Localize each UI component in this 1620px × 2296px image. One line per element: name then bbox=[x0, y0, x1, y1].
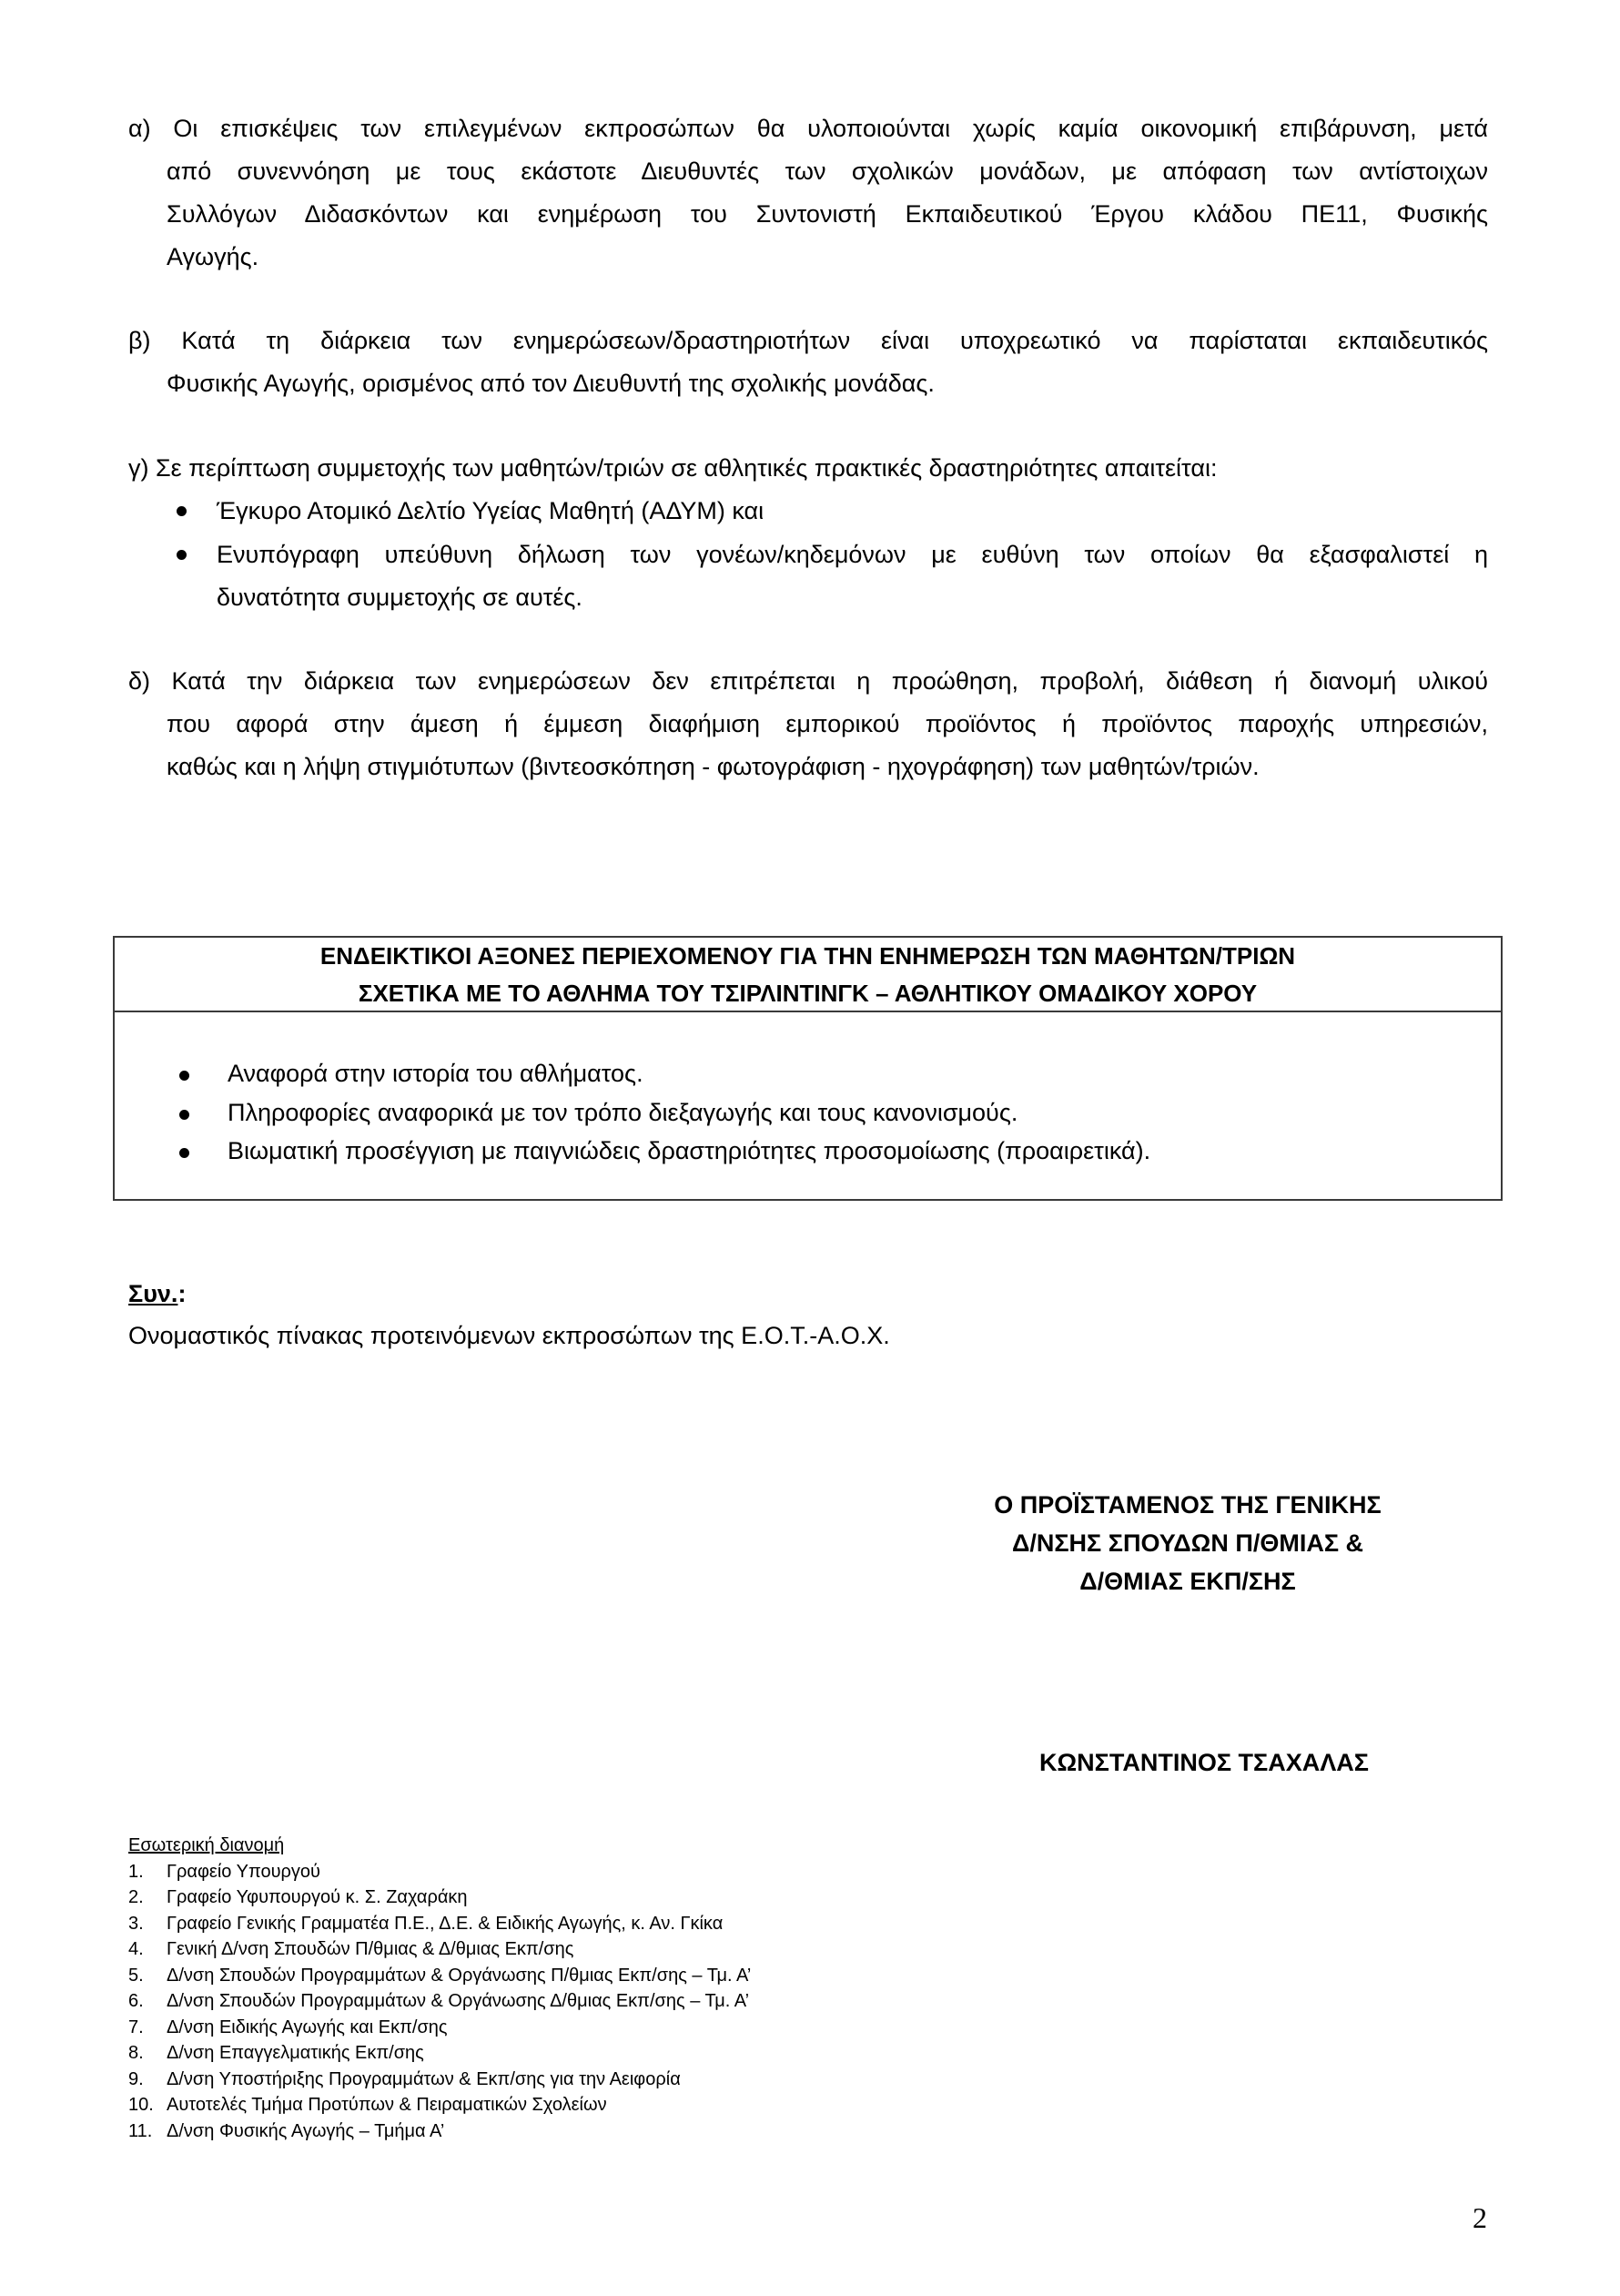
paragraph-b bbox=[128, 320, 1488, 405]
bullet-icon bbox=[177, 506, 187, 516]
distribution-item bbox=[128, 2015, 751, 2041]
distribution-item bbox=[128, 2118, 751, 2145]
distribution-item bbox=[128, 1988, 751, 2015]
distribution-item-number: 6. bbox=[128, 1991, 144, 2011]
distribution-item-text: Γραφείο Υπουργού bbox=[167, 1861, 320, 1882]
content-axes-box bbox=[113, 936, 1503, 1201]
paragraph-c-intro-text: γ) Σε περίπτωση συμμετοχής των μαθητών/τριών σε αθλητικές πρακτικές δραστηριότητες απαιτείται: bbox=[128, 454, 1218, 482]
distribution-item bbox=[128, 1885, 751, 1911]
distribution-list bbox=[128, 1833, 751, 2144]
distribution-item bbox=[128, 1859, 751, 1885]
distribution-item-number: 9. bbox=[128, 2068, 144, 2089]
distribution-item-text: Δ/νση Υποστήριξης Προγραμμάτων & Εκπ/σης για την Αειφορία bbox=[167, 2068, 681, 2089]
distribution-item-text: Γενική Δ/νση Σπουδών Π/θμιας & Δ/θμιας Εκπ/σης bbox=[167, 1939, 574, 1959]
distribution-item-number: 7. bbox=[128, 2017, 144, 2037]
box-bullet: Πληροφορίες αναφορικά με τον τρόπο διεξαγωγής και τους κανονισμούς. bbox=[228, 1099, 1018, 1126]
paragraph-d-line: που αφορά στην άμεση ή έμμεση διαφήμιση εμπορικού προϊόντος ή προϊόντος παροχής υπηρεσιών, bbox=[167, 710, 1488, 737]
attachments-label-text: Συν. bbox=[128, 1280, 178, 1307]
distribution-item bbox=[128, 2040, 751, 2067]
paragraph-d bbox=[128, 660, 1488, 788]
distribution-item-number: 1. bbox=[128, 1861, 144, 1882]
paragraph-a-line: Αγωγής. bbox=[167, 243, 259, 270]
distribution-item bbox=[128, 2067, 751, 2093]
paragraph-a-line: από συνεννόηση με τους εκάστοτε Διευθυντές των σχολικών μονάδων, με απόφαση των αντίστοιχων bbox=[167, 157, 1488, 185]
signature-title-line: Δ/ΝΣΗΣ ΣΠΟΥΔΩΝ Π/ΘΜΙΑΣ & bbox=[1011, 1529, 1364, 1557]
distribution-item-text: Δ/νση Σπουδών Προγραμμάτων & Οργάνωσης Π/θμιας Εκπ/σης – Τμ. Α’ bbox=[167, 1965, 752, 1986]
box-bullet: Αναφορά στην ιστορία του αθλήματος. bbox=[228, 1060, 643, 1087]
attachments-label bbox=[128, 1280, 186, 1308]
box-title-line: ΣΧΕΤΙΚΑ ΜΕ ΤΟ ΑΘΛΗΜΑ ΤΟΥ ΤΣΙΡΛΙΝΤΙΝΓΚ – ΑΘΛΗΤΙΚΟΥ ΟΜΑΔΙΚΟΥ ΧΟΡΟΥ bbox=[358, 980, 1258, 1007]
bullet-icon bbox=[177, 550, 187, 560]
paragraph-c-bullet-continuation: δυνατότητα συμμετοχής σε αυτές. bbox=[217, 584, 582, 611]
paragraph-a-line: α) Οι επισκέψεις των επιλεγμένων εκπροσώπων θα υλοποιούνται χωρίς καμία οικονομική επιβάρυνση, μετά bbox=[128, 115, 1488, 142]
distribution-item-text: Αυτοτελές Τμήμα Προτύπων & Πειραματικών Σχολείων bbox=[167, 2095, 607, 2115]
bullet-icon bbox=[179, 1071, 189, 1081]
distribution-item-number: 8. bbox=[128, 2043, 144, 2063]
content-axes-box-title bbox=[115, 938, 1501, 1012]
distribution-item-number: 5. bbox=[128, 1965, 144, 1986]
box-title-line: ΕΝΔΕΙΚΤΙΚΟΙ ΑΞΟΝΕΣ ΠΕΡΙΕΧΟΜΕΝΟΥ ΓΙΑ ΤΗΝ ΕΝΗΜΕΡΩΣΗ ΤΩΝ ΜΑΘΗΤΩΝ/ΤΡΙΩΝ bbox=[319, 942, 1296, 970]
paragraph-b-line: β) Κατά τη διάρκεια των ενημερώσεων/δραστηριοτήτων είναι υποχρεωτικό να παρίσταται εκπαιδευτικός bbox=[128, 327, 1488, 354]
paragraph-c-bullet: Έγκυρο Ατομικό Δελτίο Υγείας Μαθητή (ΑΔΥΜ) και bbox=[217, 497, 764, 524]
distribution-item bbox=[128, 1936, 751, 1963]
distribution-item bbox=[128, 1911, 751, 1937]
distribution-item-text: Δ/νση Επαγγελματικής Εκπ/σης bbox=[167, 2043, 424, 2063]
distribution-item-number: 2. bbox=[128, 1887, 144, 1907]
paragraph-a bbox=[128, 107, 1488, 279]
signature-title-line: Δ/ΘΜΙΑΣ ΕΚΠ/ΣΗΣ bbox=[1079, 1568, 1296, 1595]
box-bullet: Βιωματική προσέγγιση με παιγνιώδεις δραστηριότητες προσομοίωσης (προαιρετικά). bbox=[228, 1137, 1151, 1164]
page-number: 2 bbox=[1473, 2201, 1487, 2234]
distribution-item-text: Γραφείο Υφυπουργού κ. Σ. Ζαχαράκη bbox=[167, 1887, 468, 1907]
distribution-item bbox=[128, 1963, 751, 1989]
distribution-item-text: Δ/νση Σπουδών Προγραμμάτων & Οργάνωσης Δ/θμιας Εκπ/σης – Τμ. Α’ bbox=[167, 1991, 750, 2011]
paragraph-c-bullet: Ενυπόγραφη υπεύθυνη δήλωση των γονέων/κηδεμόνων με ευθύνη των οποίων θα εξασφαλιστεί η bbox=[217, 541, 1488, 568]
distribution-item-number: 11. bbox=[128, 2120, 153, 2141]
distribution-item-text: Γραφείο Γενικής Γραμματέα Π.Ε., Δ.Ε. & Ειδικής Αγωγής, κ. Αν. Γκίκα bbox=[167, 1913, 724, 1934]
distribution-item-number: 10. bbox=[128, 2095, 154, 2115]
attachments-text: Ονομαστικός πίνακας προτεινόμενων εκπροσώπων της Ε.Ο.Τ.-Α.Ο.Χ. bbox=[128, 1322, 890, 1349]
signature-name: ΚΩΝΣΤΑΝΤΙΝΟΣ ΤΣΑΧΑΛΑΣ bbox=[1039, 1749, 1369, 1776]
distribution-item-number: 4. bbox=[128, 1939, 144, 1959]
paragraph-d-line: καθώς και η λήψη στιγμιότυπων (βιντεοσκόπηση - φωτογράφιση - ηχογράφηση) των μαθητών/τριών. bbox=[167, 753, 1260, 780]
paragraph-c-intro bbox=[128, 447, 1488, 490]
distribution-item-text: Δ/νση Ειδικής Αγωγής και Εκπ/σης bbox=[167, 2017, 448, 2037]
distribution-item bbox=[128, 2092, 751, 2118]
paragraph-b-line: Φυσικής Αγωγής, ορισμένος από τον Διευθυντή της σχολικής μονάδας. bbox=[167, 370, 935, 397]
signature-title bbox=[947, 1486, 1429, 1600]
paragraph-a-line: Συλλόγων Διδασκόντων και ενημέρωση του Συντονιστή Εκπαιδευτικού Έργου κλάδου ΠΕ11, Φυσικής bbox=[167, 200, 1488, 228]
attachments-label-colon: : bbox=[177, 1280, 187, 1307]
distribution-item-text: Δ/νση Φυσικής Αγωγής – Τμήμα Α’ bbox=[167, 2120, 445, 2141]
distribution-header: Εσωτερική διανομή bbox=[128, 1835, 285, 1855]
bullet-icon bbox=[179, 1110, 189, 1120]
signature-title-line: Ο ΠΡΟΪΣΤΑΜΕΝΟΣ ΤΗΣ ΓΕΝΙΚΗΣ bbox=[994, 1491, 1382, 1519]
bullet-icon bbox=[179, 1148, 189, 1158]
paragraph-d-line: δ) Κατά την διάρκεια των ενημερώσεων δεν επιτρέπεται η προώθηση, προβολή, διάθεση ή διανομή υλικού bbox=[128, 667, 1488, 695]
distribution-item-number: 3. bbox=[128, 1913, 144, 1934]
